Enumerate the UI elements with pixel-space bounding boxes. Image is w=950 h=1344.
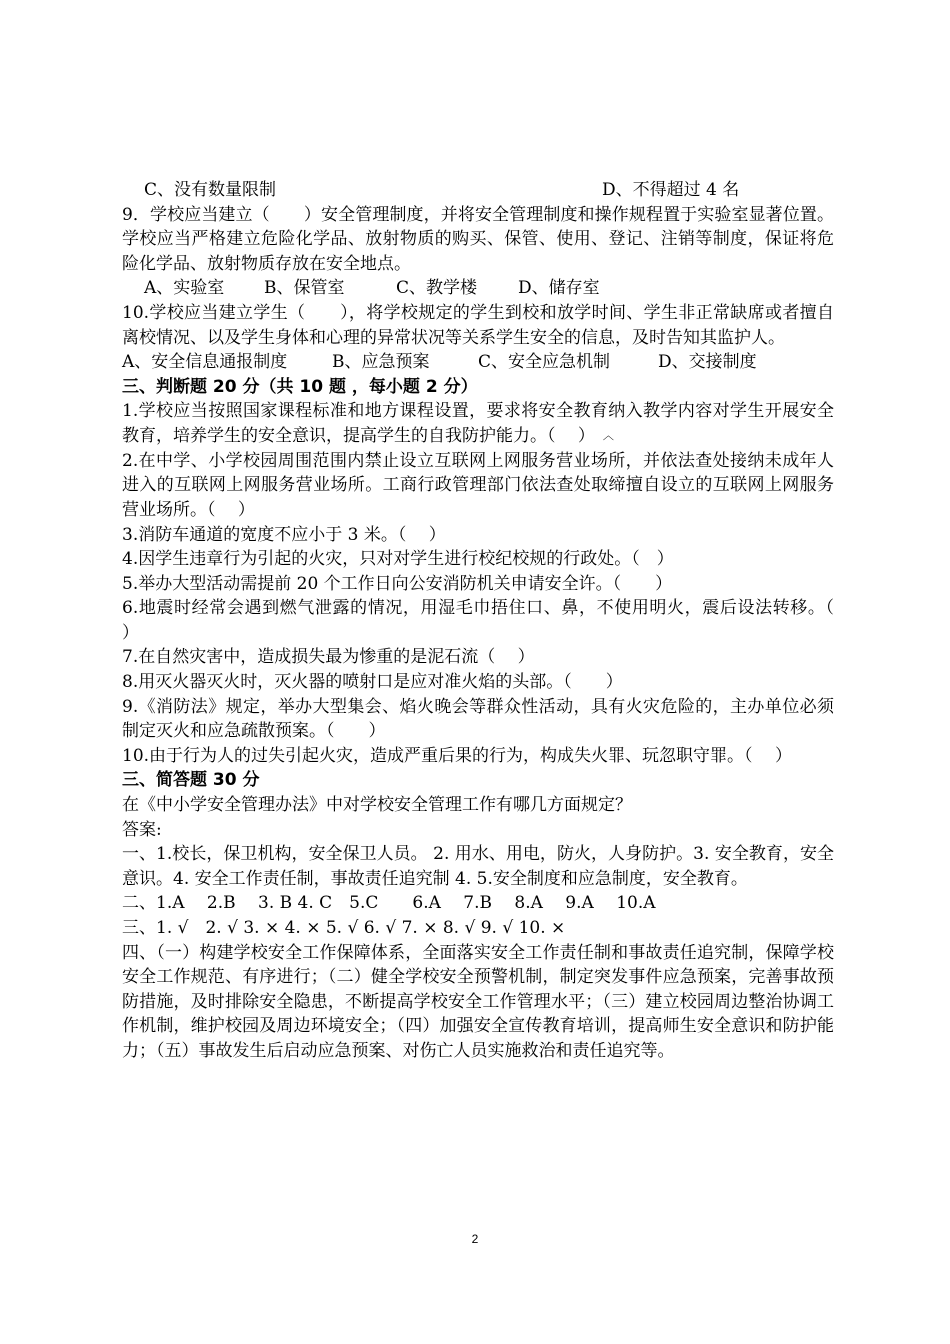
short-answer-section-heading: 三、简答题 30 分 (122, 770, 260, 791)
answer-label: 答案: (122, 819, 162, 840)
q8-options (122, 178, 834, 203)
judgment-item-10: 10.由于行为人的过失引起火灾，造成严重后果的行为，构成失火罪、玩忽职守罪。（ ） (122, 745, 792, 766)
q10-option-b: B、应急预案 (332, 352, 430, 373)
q8-option-d: D、不得超过 4 名 (602, 180, 740, 200)
judgment-item-4: 4.因学生违章行为引起的火灾，只对对学生进行校纪校规的行政处。（ ） (122, 549, 674, 570)
q9-option-d: D、储存室 (518, 278, 600, 299)
judgment-item-7: 7.在自然灾害中，造成损失最为惨重的是泥石流（ ） (122, 647, 535, 668)
page-number: 2 (471, 1232, 479, 1246)
page-content (122, 178, 857, 1064)
answer-part-2: 二、1.A 2.B 3. B 4. C 5.C 6.A 7.B 8.A 9.A 10.A (122, 893, 656, 914)
answer-part-1: 一、1.校长，保卫机构，安全保卫人员。 2. 用水、用电，防火，人身防护。3. 安全教育，安全意识。4. 安全工作责任制，事故责任追究制 4. 5.安全制度和应急制度，安全教育。 (122, 844, 834, 889)
q10-option-a: A、安全信息通报制度 (122, 352, 288, 373)
q10-options (122, 350, 834, 375)
q8-option-c: C、没有数量限制 (144, 180, 277, 200)
judgment-item-8: 8.用灭火器灭火时，灭火器的喷射口是应对准火焰的头部。（ ） (122, 672, 623, 693)
q10-option-c: C、安全应急机制 (478, 352, 611, 373)
q10-option-d: D、交接制度 (658, 352, 757, 373)
judgment-item-2: 2.在中学、小学校园周围范围内禁止设立互联网上网服务营业场所，并依法查处接纳未成年人进入的互联网上网服务营业场所。工商行政管理部门依法查处取缔擅自设立的互联网上网服务营业场所。（ ） (122, 450, 834, 520)
answer-part-4: 四、（一）构建学校安全工作保障体系，全面落实安全工作责任制和事故责任追究制，保障学校安全工作规范、有序进行；（二）健全学校安全预警机制，制定突发事件应急预案，完善事故预防措施，及时排除安全隐患，不断提高学校安全工作管理水平；（三）建立校园周边整治协调工作机制，维护校园及周边环境安全；（四）加强安全宣传教育培训，提高师生安全意识和防护能力；（五）事故发生后启动应急预案、对伤亡人员实施救治和责任追究等。 (122, 942, 834, 1061)
q9-option-a: A、实验室 (144, 278, 225, 299)
judgment-item-6: 6.地震时经常会遇到燃气泄露的情况，用湿毛巾捂住口、鼻，不使用明火，震后设法转移。（ ） (122, 598, 857, 643)
q9-stem: 9．学校应当建立（ ）安全管理制度，并将安全管理制度和操作规程置于实验室显著位置。学校应当严格建立危险化学品、放射物质的购买、保管、使用、登记、注销等制度，保证将危险化学品、放射物质存放在安全地点。 (122, 204, 834, 274)
short-answer-question: 在《中小学安全管理办法》中对学校安全管理工作有哪几方面规定？ (122, 795, 632, 816)
judgment-item-1 (122, 399, 834, 448)
q9-options (122, 276, 834, 301)
q9-option-b: B、保管室 (264, 278, 345, 299)
answer-part-3: 三、1. √ 2. √ 3. × 4. × 5. √ 6. √ 7. × 8. √ 9. √ 10. × (122, 918, 566, 939)
caret-mark: ︿ (602, 429, 614, 443)
judgment-item-3: 3.消防车通道的宽度不应小于 3 米。（ ） (122, 524, 446, 545)
judgment-item-9: 9.《消防法》规定，举办大型集会、焰火晚会等群众性活动，具有火灾危险的，主办单位必须制定灭火和应急疏散预案。（ ） (122, 696, 834, 742)
judgment-item-5: 5.举办大型活动需提前 20 个工作日向公安消防机关申请安全许。（ ） (122, 573, 673, 594)
judgment-section-heading: 三、判断题 20 分（共 10 题 ，每小题 2 分） (122, 376, 478, 397)
q10-stem: 10.学校应当建立学生（ ），将学校规定的学生到校和放学时间、学生非正常缺席或者擅自离校情况、以及学生身体和心理的异常状况等关系学生安全的信息，及时告知其监护人。 (122, 302, 834, 348)
q9-option-c: C、教学楼 (396, 278, 478, 299)
judgment-item-1-text: 1.学校应当按照国家课程标准和地方课程设置，要求将安全教育纳入教学内容对学生开展安全教育，培养学生的安全意识，提高学生的自我防护能力。（ ） (122, 401, 834, 446)
